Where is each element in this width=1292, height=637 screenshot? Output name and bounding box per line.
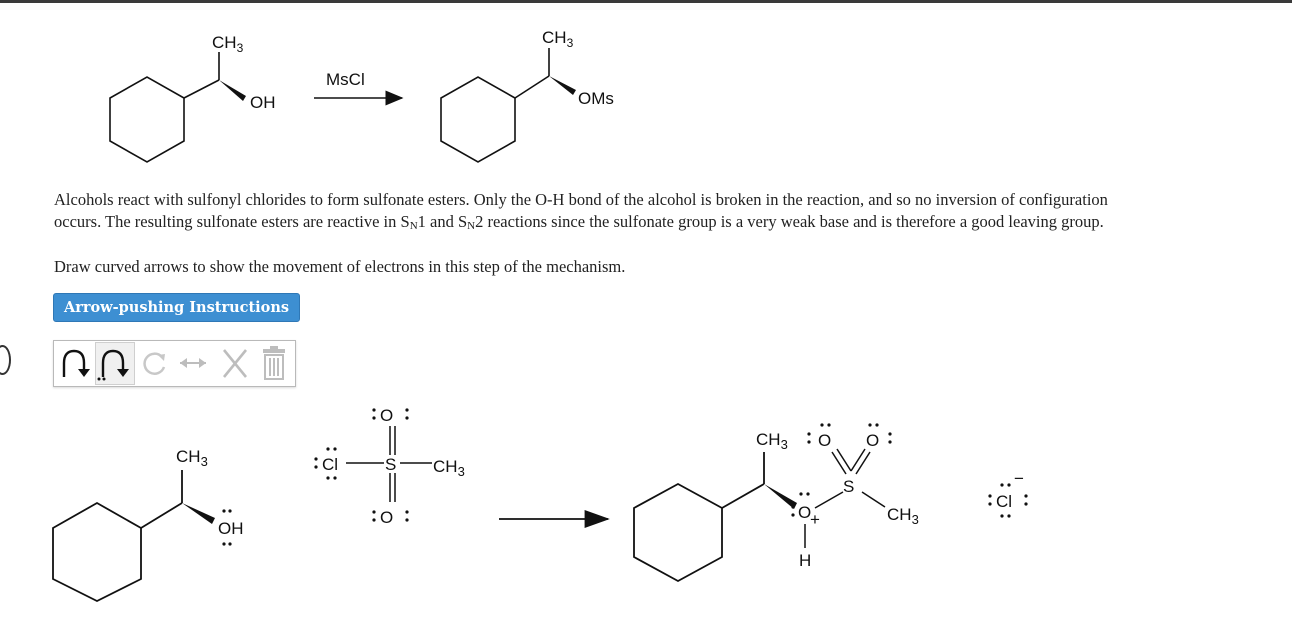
chloride-negative-charge: − — [1014, 469, 1024, 488]
intermediate-cyclohexane-ring — [634, 484, 722, 581]
mscl-methyl: $CH_3$ — [433, 457, 465, 479]
alcohol-molecule[interactable] — [53, 447, 244, 601]
mscl-bottom-oxygen: O — [380, 508, 394, 527]
intermediate-methyl-2: $CH_3$ — [887, 505, 919, 527]
delete-icon[interactable] — [216, 343, 254, 384]
product-oms-label: OMs — [578, 89, 614, 108]
instruction-text: Draw curved arrows to show the movement of electrons in this step of the mechanism. — [54, 257, 626, 276]
description-line-1: Alcohols react with sulfonyl chlorides to form sulfonate esters. Only the O-H bond of the alcohol is broken in the reaction, and so no inversion of configuration — [54, 190, 1108, 209]
intermediate-oxonium-oxygen: O — [798, 503, 812, 522]
mscl-sulfur: S — [385, 455, 397, 474]
chloride-ion[interactable] — [988, 469, 1027, 518]
rotate-icon[interactable] — [136, 343, 172, 384]
intermediate-methyl: $CH_3$ — [756, 430, 788, 452]
alcohol-cyclohexane-ring — [53, 503, 141, 601]
mechanism-canvas[interactable] — [0, 395, 1292, 637]
reactant-wedge-bond — [219, 80, 246, 101]
intermediate-positive-charge: + — [810, 510, 820, 529]
reaction-scheme — [0, 0, 1292, 180]
chloride-atom: Cl — [996, 492, 1013, 511]
reactant-cyclohexane-ring — [110, 77, 184, 162]
trash-icon[interactable] — [256, 343, 292, 384]
intermediate-left-oxygen: O — [818, 431, 832, 450]
intermediate-hydrogen: H — [799, 551, 812, 570]
intermediate-wedge-bond — [764, 484, 797, 509]
intermediate-molecule[interactable] — [634, 423, 919, 581]
alcohol-wedge-bond — [182, 503, 215, 524]
electron-pair-arrow-icon[interactable] — [58, 343, 96, 384]
intermediate-right-oxygen: O — [866, 431, 880, 450]
alcohol-methyl-label: $CH_3$ — [176, 447, 208, 469]
alcohol-oh-label: OH — [218, 519, 244, 538]
intermediate-sulfur: S — [843, 477, 855, 496]
product-cyclohexane-ring — [441, 77, 515, 162]
description-line-2: occurs. The resulting sulfonate esters are reactive in $S_N1$ and $S_N2$ reactions since the sulfonate group is a very weak base and is therefore a good leaving group. — [54, 212, 1104, 232]
product-wedge-bond — [549, 76, 576, 95]
reactant-methyl-label: $CH_3$ — [212, 33, 244, 55]
drawing-toolbar — [53, 340, 296, 387]
reagent-label: MsCl — [326, 70, 365, 89]
edge-partial-icon — [0, 345, 11, 375]
mscl-molecule[interactable] — [314, 406, 464, 527]
single-electron-arrow-icon[interactable] — [96, 343, 134, 384]
arrow-pushing-instructions-button[interactable]: Arrow-pushing Instructions — [53, 293, 300, 322]
reactant-oh-label: OH — [250, 93, 276, 112]
mscl-chlorine: Cl — [322, 455, 339, 474]
product-methyl-label: $CH_3$ — [542, 28, 574, 50]
resonance-arrow-icon[interactable] — [172, 343, 214, 384]
mscl-top-oxygen: O — [380, 406, 394, 425]
